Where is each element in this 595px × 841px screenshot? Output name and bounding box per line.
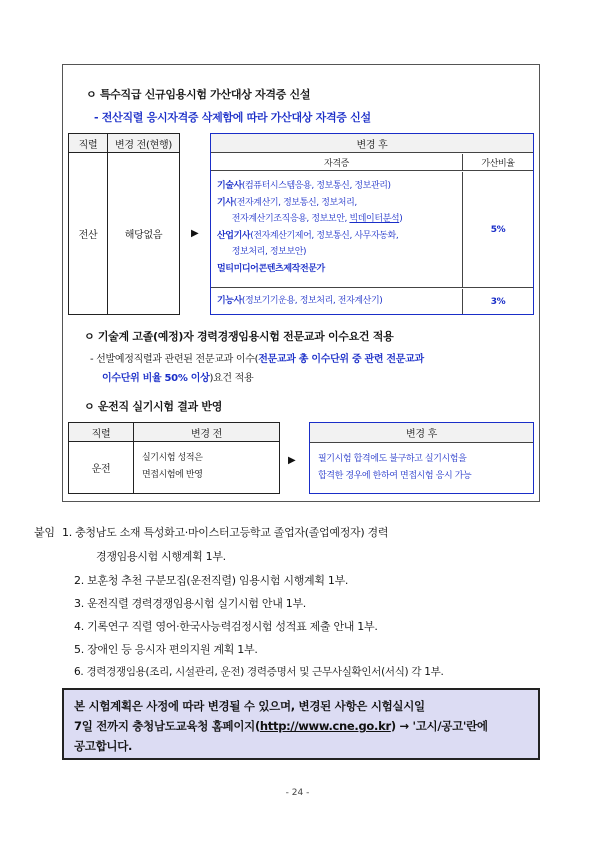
cert-segment: 정보처리, 정보보안) <box>217 247 307 257</box>
section2-emphasis: 이수단위 비율 50% 이상 <box>102 373 210 384</box>
cell-after-text <box>310 443 533 485</box>
cert-lines <box>217 178 402 277</box>
cert-line <box>217 195 402 212</box>
page-number: - 24 - <box>285 788 310 798</box>
header-before: 변경 전(현행) <box>115 139 172 151</box>
cert-segment: ) <box>399 214 403 224</box>
cell-series-driver: 운전 <box>69 442 134 493</box>
notice-text: 7일 전까지 충청남도교육청 홈페이지( <box>74 719 260 733</box>
cert-list-3pct <box>211 289 463 314</box>
section3-heading: ㅇ 운전직 실기시험 결과 반영 <box>84 400 223 413</box>
cell-before-text <box>134 442 279 493</box>
attachment-label: 붙임 <box>34 526 55 539</box>
section2-emphasis: 전문교과 총 이수단위 중 관련 전문교과 <box>258 354 424 365</box>
table1-left-body <box>68 153 180 315</box>
after-line: 필기시험 합격에도 불구하고 실기시험을 <box>318 454 467 464</box>
attachment-item: 3. 운전직렬 경력경쟁임용시험 실기시험 안내 1부. <box>74 597 306 610</box>
section2-text: - 선발예정직렬과 관련된 전문교과 이수( <box>90 354 259 365</box>
cert-line <box>217 211 402 228</box>
after-line: 합격한 경우에 한하여 면접시험 응시 가능 <box>318 471 472 481</box>
cert-segment: 기능사 <box>217 296 242 306</box>
attachment-item: 6. 경력경쟁임용(조리, 시설관리, 운전) 경력증명서 및 근무사실확인서(서식) 각 1부. <box>74 666 444 678</box>
attachment-item: 5. 장애인 등 응시자 편의지원 계획 1부. <box>74 643 258 656</box>
subheader-ratio: 가산비율 <box>463 154 533 171</box>
arrow-right-icon: ▶ <box>288 455 296 466</box>
before-line: 실기시험 성적은 <box>142 453 203 463</box>
attachment-item: 2. 보훈청 추천 구분모집(운전직렬) 임용시험 시행계획 1부. <box>74 574 349 587</box>
notice-text: 본 시험계획은 사정에 따라 변경될 수 있으며, 변경된 사항은 시험실시일 <box>74 699 425 713</box>
cert-segment: 산업기사 <box>217 230 251 241</box>
attachment-item: 1. 충청남도 소재 특성화고·마이스터고등학교 졸업자(졸업예정자) 경력 <box>62 526 389 539</box>
before-line: 면접시험에 반영 <box>142 470 203 480</box>
section1-subheading: - 전산직렬 응시자격증 삭제함에 따라 가산대상 자격증 신설 <box>94 111 371 124</box>
cert-segment: (전자계산기제어, 정보통신, 사무자동화, <box>250 230 399 241</box>
notice-text: ) → '고시/공고'란에 <box>390 719 488 733</box>
cert-line <box>217 178 402 195</box>
cert-lines <box>217 293 382 310</box>
notice-box <box>62 688 540 760</box>
notice-text: 공고합니다. <box>74 739 133 753</box>
section1-heading: ㅇ 특수직급 신규임용시험 가산대상 자격증 신설 <box>86 88 311 101</box>
ratio-3pct: 3% <box>490 296 506 307</box>
section2-body <box>90 350 530 388</box>
table1-left-header <box>68 133 180 153</box>
header-series: 직렬 <box>69 423 134 441</box>
subheader-certificate: 자격증 <box>211 154 463 171</box>
cert-line <box>217 228 402 245</box>
cert-segment: 전자계산기조직응용, 정보보안, <box>217 214 350 224</box>
cert-segment: 빅데이터분석 <box>349 214 400 224</box>
cert-list-5pct <box>211 172 463 288</box>
cert-segment: (정보기기운용, 정보처리, 전자계산기) <box>241 296 383 306</box>
cert-segment: (전자계산기, 정보통신, 정보처리, <box>233 197 357 208</box>
cert-line <box>217 261 402 278</box>
cert-segment: 멀티미디어콘텐츠제작전문가 <box>217 263 325 274</box>
section2-text: )요건 적용 <box>209 373 254 384</box>
header-after: 변경 후 <box>310 423 533 443</box>
header-series: 직렬 <box>69 134 108 152</box>
section2-heading: ㅇ 기술계 고졸(예정)자 경력경쟁임용시험 전문교과 이수요건 적용 <box>84 330 394 343</box>
cell-before-none: 해당없음 <box>124 230 163 241</box>
homepage-link[interactable]: http://www.cne.go.kr <box>259 719 391 733</box>
ratio-5pct: 5% <box>463 172 533 288</box>
header-before: 변경 전 <box>191 428 222 440</box>
table1-right-header: 변경 후 <box>211 134 533 153</box>
cert-segment: 기사 <box>217 197 234 208</box>
cert-segment: (컴퓨터시스템응용, 정보통신, 정보관리) <box>241 181 391 191</box>
cert-line <box>217 244 402 261</box>
table2-right <box>309 422 534 494</box>
cert-segment: 기술사 <box>217 181 242 191</box>
cell-series-jeonsan: 전산 <box>69 153 108 314</box>
table2-left-header <box>68 422 280 442</box>
arrow-right-icon: ▶ <box>191 228 199 239</box>
attachment-item: 경쟁임용시험 시행계획 1부. <box>96 550 226 563</box>
table2-left-body <box>68 442 280 494</box>
cert-line <box>217 293 382 310</box>
attachment-item: 4. 기록연구 직렬 영어·한국사능력검정시험 성적표 제출 안내 1부. <box>74 620 378 633</box>
